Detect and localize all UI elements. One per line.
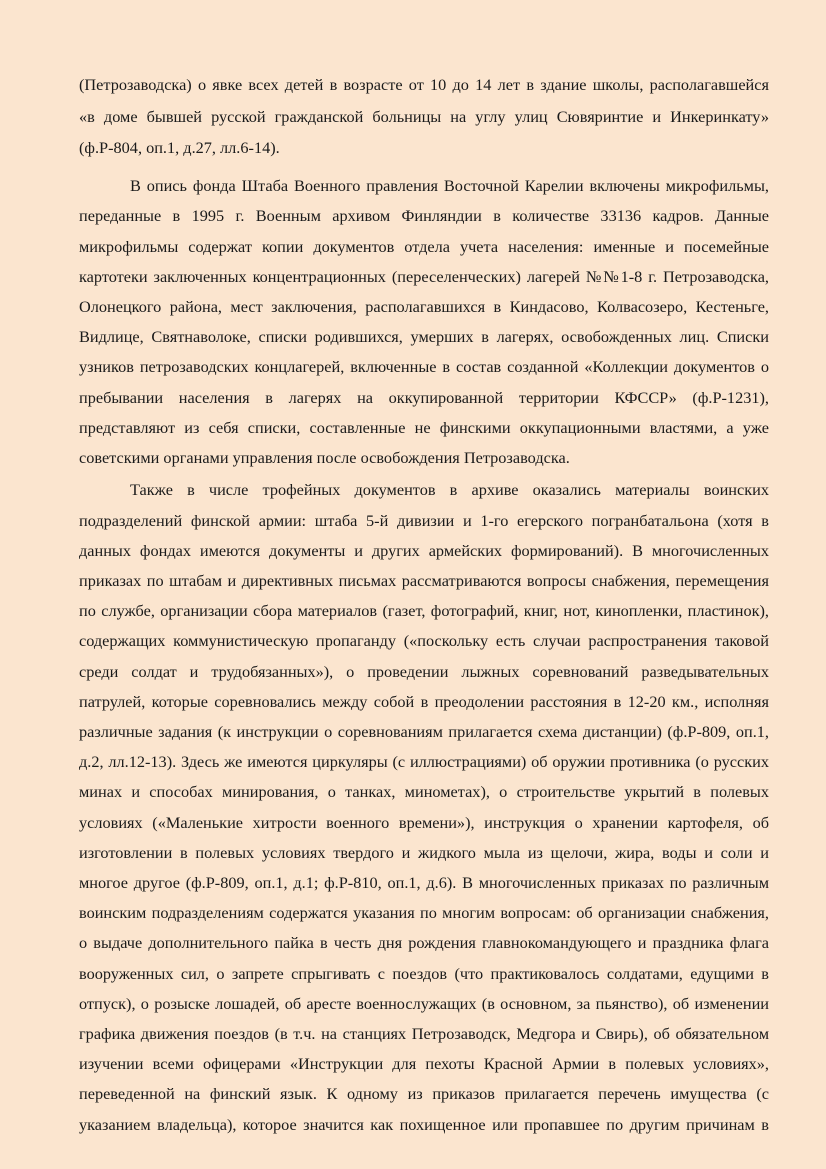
text-line: советскими органами управления после освобождения Петрозаводска. [79,448,570,467]
text-line: приказах по штабам и директивных письмах рассматриваются вопросы снабжения, перемещения [79,571,769,590]
text-line: многое другое (ф.Р-809, оп.1, д.1; ф.Р-810, оп.1, д.6). В многочисленных приказах по различным [79,873,769,892]
text-line: Также в числе трофейных документов в архиве оказались материалы воинских [130,480,769,499]
text-line: подразделений финской армии: штаба 5-й дивизии и 1-го егерского погранбатальона (хотя в [79,511,769,530]
text-line: д.2, лл.12-13). Здесь же имеются циркуляры (с иллюстрациями) об оружии противника (о русских [79,752,769,771]
text-line: Видлице, Святнаволоке, списки родившихся, умерших в лагерях, освобожденных лиц. Списки [79,327,769,346]
text-line: графика движения поездов (в т.ч. на станциях Петрозаводск, Медгора и Свирь), об обязательном [79,1024,769,1043]
text-line: переданные в 1995 г. Военным архивом Финляндии в количестве 33136 кадров. Данные [79,206,769,225]
text-line: условиях («Маленькие хитрости военного времени»), инструкция о хранении картофеля, об [79,813,769,832]
text-line: минах и способах минирования, о танках, минометах), о строительстве укрытий в полевых [79,782,769,801]
text-line: воинским подразделениям содержатся указания по многим вопросам: об организации снабжения, [79,903,769,922]
text-line: вооруженных сил, о запрете спрыгивать с поездов (что практиковалось солдатами, едущими в [79,964,769,983]
text-line: изучении всеми офицерами «Инструкции для пехоты Красной Армии в полевых условиях», [79,1054,769,1073]
text-line: Олонецкого района, мест заключения, располагавшихся в Киндасово, Колвасозеро, Кестеньге, [79,297,769,316]
text-line: среди солдат и трудобязанных»), о проведении лыжных соревнований разведывательных [79,662,769,681]
text-line: переведенной на финский язык. К одному из приказов прилагается перечень имущества (с [79,1084,769,1103]
text-line: «в доме бывшей русской гражданской больницы на углу улиц Сювяринтие и Инкеринкату» [79,107,769,126]
text-line: различные задания (к инструкции о соревнованиям прилагается схема дистанции) (ф.Р-809, оп.1, [79,722,769,741]
text-line: о выдаче дополнительного пайка в честь дня рождения главнокомандующего и праздника флага [79,933,769,952]
text-line: микрофильмы содержат копии документов отдела учета населения: именные и посемейные [79,237,769,256]
text-line: по службе, организации сбора материалов (газет, фотографий, книг, нот, кинопленки, пластинок), [79,601,769,620]
text-line: указанием владельца), которое значится как похищенное или пропавшее по другим причинам в [79,1115,769,1134]
text-line: (Петрозаводска) о явке всех детей в возрасте от 10 до 14 лет в здание школы, располагавшейся [79,75,769,94]
text-line: содержащих коммунистическую пропаганду («поскольку есть случаи распространения таковой [79,631,769,650]
text-line: патрулей, которые соревновались между собой в преодолении расстояния в 12-20 км., исполняя [79,692,769,711]
text-line: отпуск), о розыске лошадей, об аресте военнослужащих (в основном, за пьянство), об изменении [79,994,769,1013]
text-line: В опись фонда Штаба Военного правления Восточной Карелии включены микрофильмы, [130,176,769,195]
text-line: картотеки заключенных концентрационных (переселенческих) лагерей №№1-8 г. Петрозаводска, [79,267,769,286]
text-line: представляют из себя списки, составленные не финскими оккупационными властями, а уже [79,418,769,437]
text-line: данных фондах имеются документы и других армейских формирований). В многочисленных [79,541,769,560]
text-line: изготовлении в полевых условиях твердого и жидкого мыла из щелочи, жира, воды и соли и [79,843,769,862]
text-line: (ф.Р-804, оп.1, д.27, лл.6-14). [79,138,280,157]
text-line: пребывании населения в лагерях на оккупированной территории КФССР» (ф.Р-1231), [79,388,769,407]
text-line: узников петрозаводских концлагерей, включенные в состав созданной «Коллекции документов о [79,357,769,376]
